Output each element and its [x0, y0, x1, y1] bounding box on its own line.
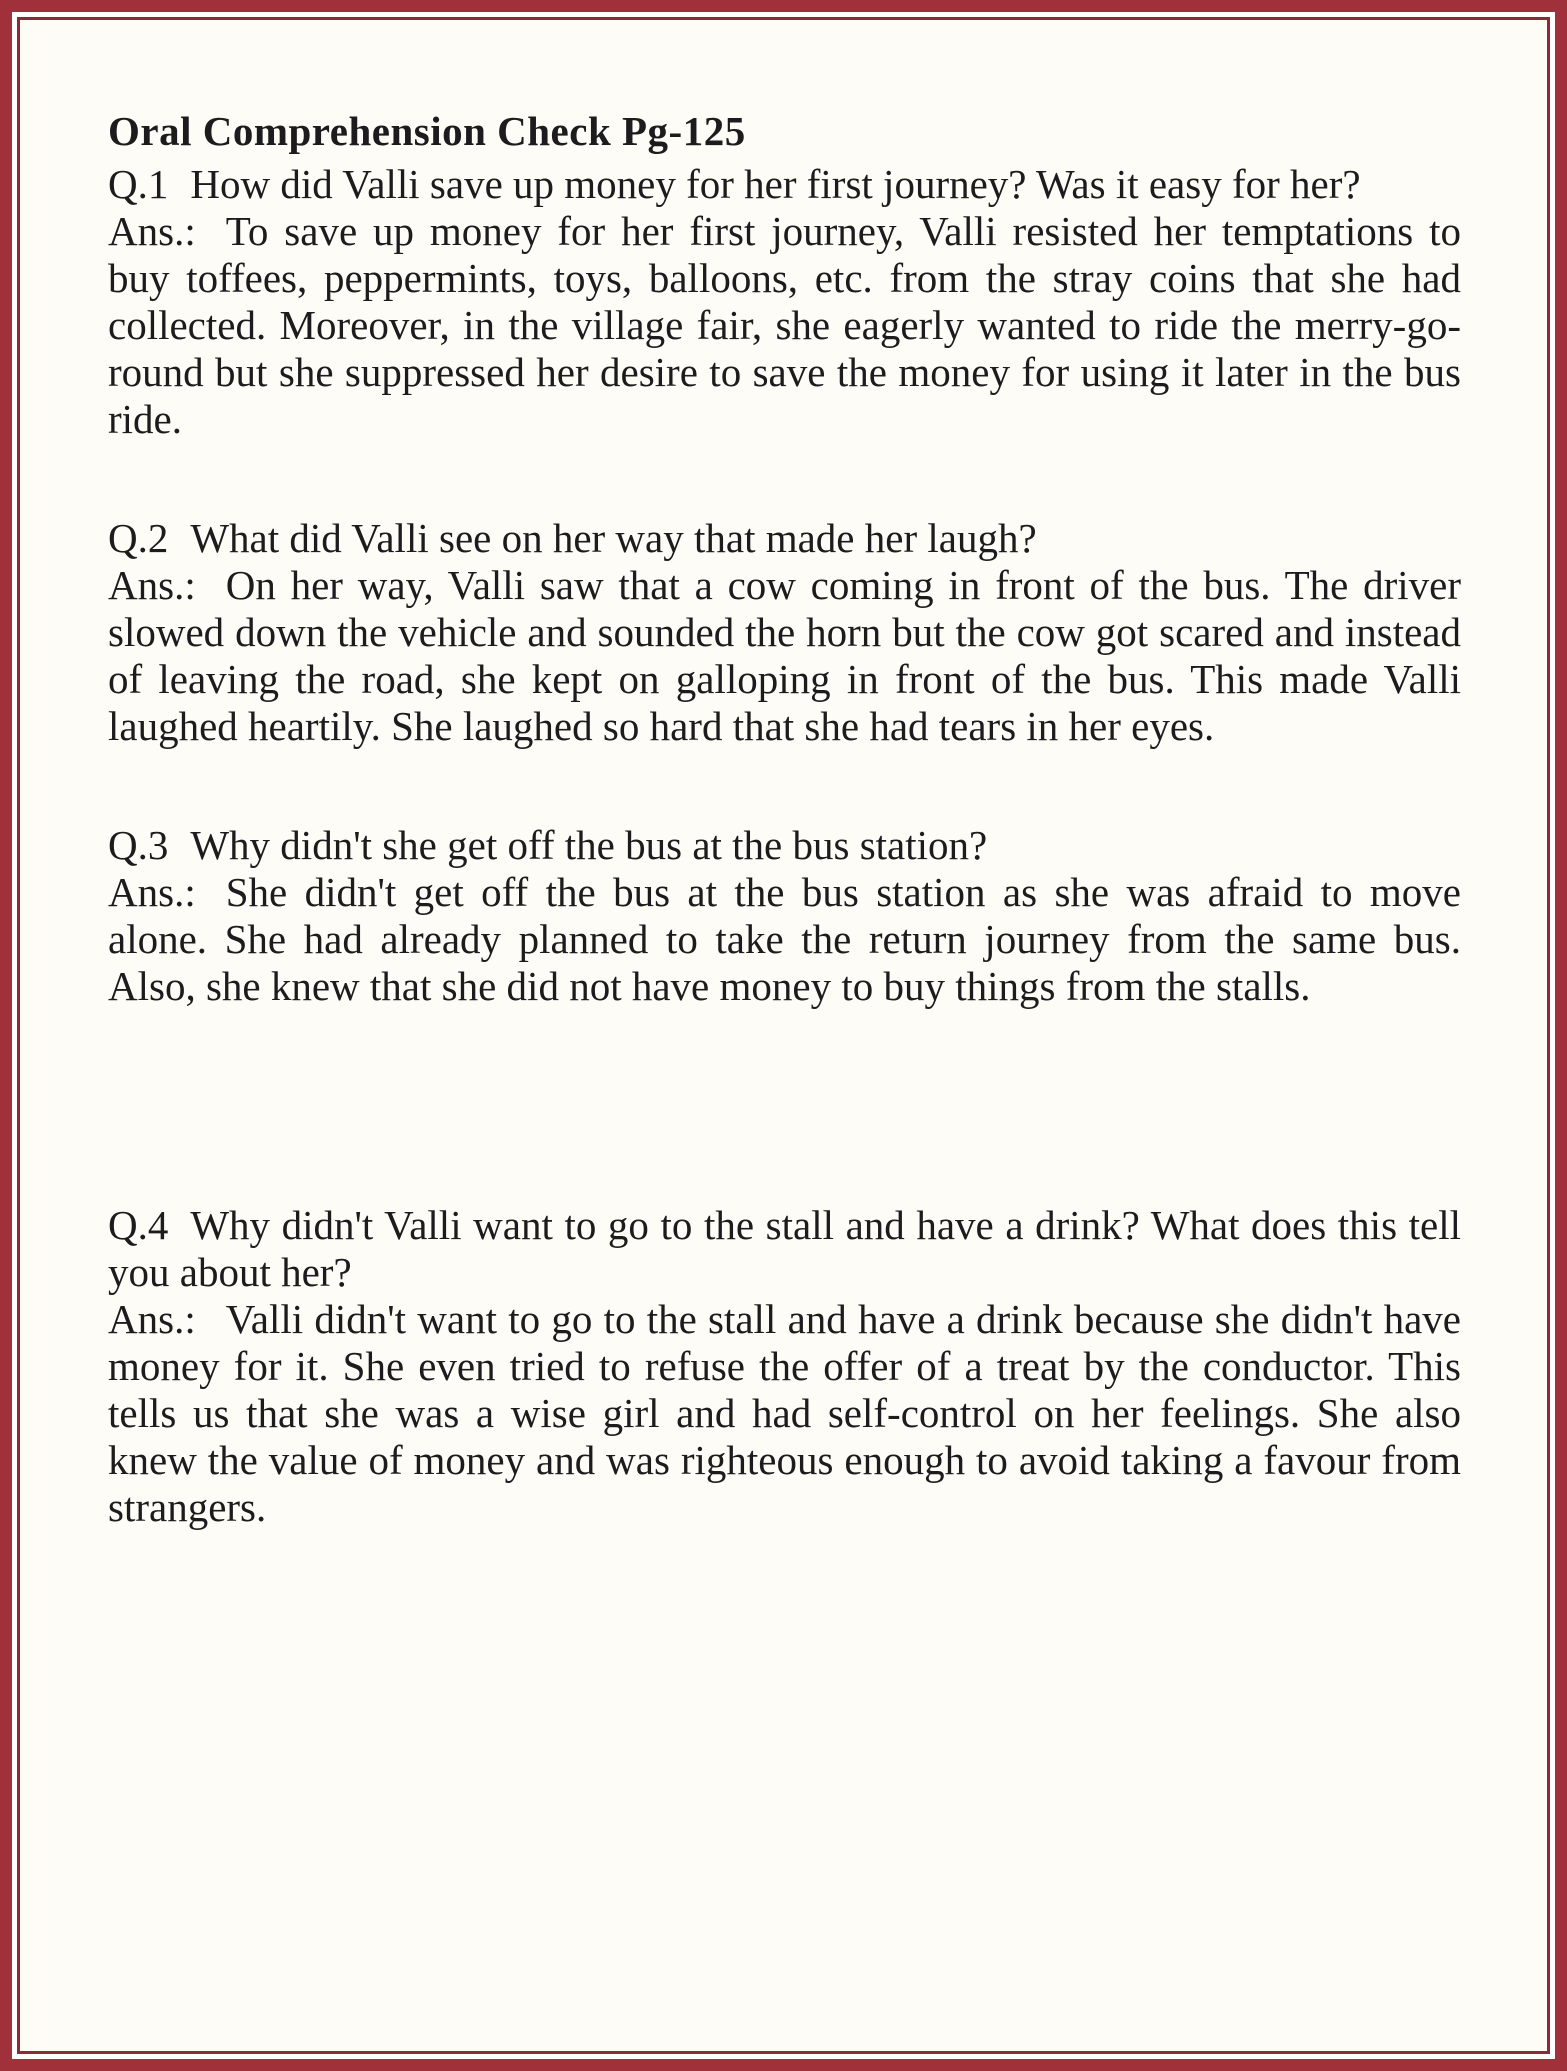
answer-1 — [108, 208, 1461, 443]
question-3-text: Why didn't she get off the bus at the bus station? — [190, 822, 988, 868]
question-4-number: Q.4 — [108, 1202, 169, 1248]
question-4-text: Why didn't Valli want to go to the stall and have a drink? What does this tell you about her? — [108, 1202, 1461, 1295]
question-3-number: Q.3 — [108, 822, 169, 868]
answer-1-text: To save up money for her first journey, Valli resisted her temptations to buy toffees, peppermints, toys, balloons, etc. from the stray coins that she had collected. Moreover, in the village fair, she eagerly wanted to ride the merry-go-round but she suppressed her desire to save the money for using it later in the bus ride. — [108, 208, 1461, 442]
document-body — [108, 108, 1461, 1531]
qa-block-1 — [108, 161, 1461, 443]
answer-2 — [108, 562, 1461, 750]
question-2-number: Q.2 — [108, 515, 169, 561]
question-1-number: Q.1 — [108, 161, 169, 207]
question-2-text: What did Valli see on her way that made her laugh? — [190, 515, 1037, 561]
question-3 — [108, 822, 1461, 869]
question-4 — [108, 1202, 1461, 1296]
answer-4 — [108, 1296, 1461, 1531]
question-2 — [108, 515, 1461, 562]
answer-2-text: On her way, Valli saw that a cow coming in front of the bus. The driver slowed down the vehicle and sounded the horn but the cow got scared and instead of leaving the road, she kept on galloping in front of the bus. This made Valli laughed heartily. She laughed so hard that she had tears in her eyes. — [108, 562, 1461, 749]
answer-3-label: Ans.: — [108, 869, 196, 915]
page-border-inner — [17, 17, 1550, 2054]
document-title: Oral Comprehension Check Pg-125 — [108, 108, 746, 154]
answer-3-text: She didn't get off the bus at the bus station as she was afraid to move alone. She had already planned to take the return journey from the same bus. Also, she knew that she did not have money to buy things from the stalls. — [108, 869, 1461, 1009]
qa-block-4 — [108, 1202, 1461, 1531]
qa-block-2 — [108, 515, 1461, 750]
question-1 — [108, 161, 1461, 208]
answer-2-label: Ans.: — [108, 562, 196, 608]
answer-3 — [108, 869, 1461, 1010]
answer-4-label: Ans.: — [108, 1296, 196, 1342]
answer-1-label: Ans.: — [108, 208, 196, 254]
answer-4-text: Valli didn't want to go to the stall and have a drink because she didn't have money for it. She even tried to refuse the offer of a treat by the conductor. This tells us that she was a wise girl and had self-control on her feelings. She also knew the value of money and was righteous enough to avoid taking a favour from strangers. — [108, 1296, 1461, 1530]
qa-block-3 — [108, 822, 1461, 1010]
question-1-text: How did Valli save up money for her first journey? Was it easy for her? — [190, 161, 1361, 207]
